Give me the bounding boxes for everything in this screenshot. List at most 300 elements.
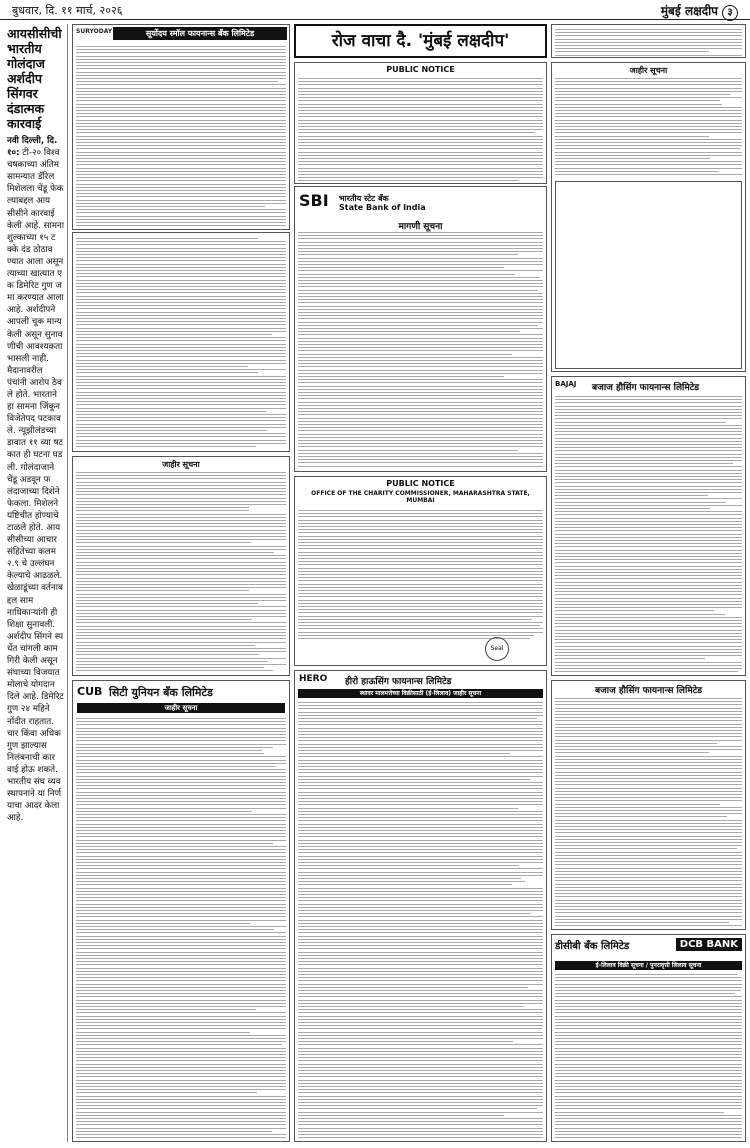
text-line	[298, 1137, 543, 1138]
text-line	[298, 798, 543, 799]
text-line	[298, 609, 543, 610]
text-line	[298, 354, 512, 355]
text-line	[76, 356, 286, 357]
text-line	[76, 264, 286, 265]
text-line	[555, 823, 742, 824]
text-line	[76, 321, 286, 322]
text-line	[76, 196, 286, 197]
text-line	[76, 296, 286, 297]
text-line	[76, 289, 286, 290]
text-line	[76, 1124, 286, 1125]
notice-sbi	[294, 186, 547, 472]
text-line	[76, 1038, 286, 1039]
text-line	[555, 460, 742, 461]
text-line	[298, 462, 543, 463]
text-line	[298, 603, 543, 604]
text-line	[298, 520, 543, 521]
text-line	[298, 414, 543, 415]
text-line	[555, 642, 742, 643]
text-line	[76, 792, 286, 793]
text-line	[76, 875, 286, 876]
text-line	[298, 363, 543, 364]
text-line	[298, 881, 525, 882]
notice-body	[298, 231, 543, 469]
text-line	[76, 952, 286, 953]
text-line	[76, 760, 286, 761]
text-line	[555, 743, 717, 744]
text-line	[76, 446, 256, 447]
text-line	[298, 1054, 543, 1055]
text-line	[555, 48, 742, 49]
text-line	[76, 241, 286, 242]
text-line	[555, 585, 742, 586]
text-line	[298, 1134, 543, 1135]
text-line	[76, 72, 286, 73]
text-line	[555, 168, 742, 169]
text-line	[76, 658, 286, 659]
text-line	[76, 830, 286, 831]
text-line	[298, 852, 543, 853]
text-line	[555, 919, 742, 920]
text-line	[76, 1134, 286, 1135]
text-line	[76, 209, 286, 210]
text-line	[298, 1012, 543, 1013]
text-line	[555, 720, 742, 721]
text-line	[76, 1009, 256, 1010]
text-line	[298, 763, 543, 764]
text-line	[76, 385, 286, 386]
text-line	[76, 152, 286, 153]
text-line	[298, 737, 543, 738]
text-line	[298, 283, 543, 284]
text-line	[298, 277, 540, 278]
text-line	[298, 523, 543, 524]
text-line	[76, 1089, 286, 1090]
text-line	[298, 766, 543, 767]
notice-body	[76, 237, 286, 449]
text-line	[298, 1086, 543, 1087]
text-line	[298, 708, 543, 709]
text-line	[76, 603, 258, 604]
text-line	[298, 1121, 543, 1122]
text-line	[298, 571, 543, 572]
text-line	[298, 466, 543, 467]
text-line	[76, 520, 286, 521]
text-line	[76, 622, 286, 623]
text-line	[298, 180, 519, 181]
text-line	[76, 504, 286, 505]
text-line	[76, 104, 286, 105]
text-line	[298, 139, 543, 140]
text-line	[76, 606, 286, 607]
text-line	[298, 142, 543, 143]
text-line	[555, 1035, 742, 1036]
text-line	[76, 488, 286, 489]
text-line	[555, 1128, 742, 1129]
text-line	[555, 708, 742, 709]
text-line	[298, 868, 543, 869]
text-line	[555, 614, 725, 615]
text-line	[76, 318, 286, 319]
text-line	[555, 479, 742, 480]
text-line	[298, 808, 518, 809]
text-line	[298, 884, 512, 885]
text-line	[298, 382, 543, 383]
text-line	[76, 514, 286, 515]
notice-title: जाहीर सूचना	[162, 460, 200, 469]
text-line	[555, 152, 742, 153]
text-line	[76, 763, 286, 764]
text-line	[76, 744, 286, 745]
text-line	[76, 888, 286, 889]
text-line	[76, 638, 286, 639]
text-line	[298, 942, 543, 943]
text-line	[76, 388, 286, 389]
text-line	[555, 129, 742, 130]
text-line	[555, 864, 742, 865]
text-line	[298, 612, 543, 613]
text-line	[76, 1019, 286, 1020]
text-line	[555, 1099, 742, 1100]
text-line	[298, 370, 543, 371]
notice-cub	[72, 680, 290, 1142]
text-line	[298, 600, 543, 601]
text-line	[555, 139, 742, 140]
text-line	[555, 508, 710, 509]
text-line	[298, 1118, 543, 1119]
sbi-name: भारतीय स्टेट बँक	[339, 194, 389, 203]
text-line	[555, 993, 735, 994]
text-line	[76, 843, 273, 844]
text-line	[76, 568, 286, 569]
text-line	[298, 306, 543, 307]
text-line	[298, 338, 543, 339]
text-line	[555, 730, 742, 731]
text-line	[76, 1028, 286, 1029]
text-line	[555, 990, 741, 991]
article-dateline: नवी दिल्ली, दि. १०:	[7, 136, 58, 159]
text-line	[76, 932, 286, 933]
text-line	[76, 161, 286, 162]
text-line	[298, 769, 543, 770]
cub-logo: CUB	[77, 685, 103, 698]
text-line	[555, 527, 742, 528]
text-line	[76, 923, 251, 924]
text-line	[76, 846, 286, 847]
text-line	[298, 158, 543, 159]
text-line	[298, 593, 543, 594]
text-line	[76, 849, 286, 850]
text-line	[76, 498, 286, 499]
text-line	[555, 1080, 742, 1081]
text-line	[298, 1057, 543, 1058]
notice-bajaj-2	[551, 680, 746, 930]
text-line	[76, 433, 286, 434]
text-line	[555, 887, 742, 888]
text-line	[76, 958, 286, 959]
text-line	[76, 408, 286, 409]
text-line	[555, 399, 742, 400]
text-line	[76, 257, 286, 258]
text-line	[76, 776, 286, 777]
text-line	[555, 1131, 742, 1132]
text-line	[298, 88, 543, 89]
text-line	[298, 1064, 543, 1065]
text-line	[555, 756, 742, 757]
text-line	[298, 1080, 543, 1081]
text-line	[298, 129, 543, 130]
text-line	[298, 402, 543, 403]
text-line	[76, 913, 286, 914]
text-line	[76, 1060, 286, 1061]
text-line	[76, 833, 286, 834]
text-line	[298, 1115, 504, 1116]
text-line	[298, 846, 543, 847]
text-line	[298, 724, 543, 725]
text-line	[76, 904, 286, 905]
text-line	[555, 550, 742, 551]
text-line	[76, 475, 286, 476]
text-line	[555, 104, 722, 105]
text-line	[76, 436, 286, 437]
text-line	[298, 580, 543, 581]
text-line	[555, 569, 742, 570]
text-line	[555, 428, 742, 429]
text-line	[298, 1089, 543, 1090]
news-article	[4, 24, 68, 1142]
text-line	[76, 347, 286, 348]
bajaj-name: बजाज हौसिंग फायनान्स लिमिटेड	[594, 686, 703, 696]
text-line	[76, 324, 286, 325]
text-line	[298, 113, 543, 114]
text-line	[76, 59, 286, 60]
text-line	[298, 830, 543, 831]
text-line	[298, 577, 543, 578]
notice-body	[555, 973, 742, 1139]
text-line	[555, 94, 730, 95]
text-line	[76, 1092, 257, 1093]
text-line	[298, 536, 543, 537]
text-line	[76, 859, 286, 860]
text-line	[298, 97, 543, 98]
text-line	[555, 1032, 742, 1033]
text-line	[76, 485, 286, 486]
text-line	[298, 980, 543, 981]
text-line	[555, 733, 742, 734]
text-line	[298, 1102, 543, 1103]
notice-mr-top	[551, 24, 746, 58]
text-line	[298, 427, 543, 428]
text-line	[298, 389, 543, 390]
text-line	[555, 470, 742, 471]
text-line	[298, 929, 543, 930]
text-line	[76, 654, 259, 655]
text-line	[76, 1102, 286, 1103]
text-line	[76, 88, 286, 89]
text-line	[298, 434, 543, 435]
text-line	[76, 68, 286, 69]
text-line	[76, 546, 286, 547]
text-line	[76, 193, 286, 194]
text-line	[76, 891, 286, 892]
text-line	[76, 494, 286, 495]
text-line	[555, 434, 742, 435]
text-line	[555, 505, 742, 506]
text-line	[76, 884, 286, 885]
text-line	[298, 1067, 543, 1068]
text-line	[555, 791, 742, 792]
sbi-logo: SBI	[299, 191, 329, 210]
text-line	[298, 110, 543, 111]
text-line	[76, 267, 286, 268]
text-line	[298, 840, 543, 841]
text-line	[76, 353, 286, 354]
text-line	[76, 1105, 286, 1106]
text-line	[298, 788, 543, 789]
text-line	[76, 1064, 286, 1065]
text-line	[298, 900, 543, 901]
text-line	[76, 996, 286, 997]
text-line	[76, 1112, 286, 1113]
text-line	[76, 862, 286, 863]
text-line	[555, 765, 742, 766]
text-line	[298, 552, 543, 553]
text-line	[76, 142, 286, 143]
text-line	[76, 382, 286, 383]
text-line	[555, 45, 742, 46]
text-line	[555, 1073, 742, 1074]
text-line	[76, 158, 286, 159]
text-line	[76, 430, 267, 431]
text-line	[298, 968, 543, 969]
text-line	[298, 772, 543, 773]
text-line	[76, 187, 286, 188]
text-line	[298, 267, 504, 268]
text-line	[555, 91, 742, 92]
notice-title: जाहीर सूचना	[77, 703, 285, 713]
text-line	[555, 88, 742, 89]
text-line	[76, 280, 286, 281]
text-line	[76, 337, 286, 338]
text-line	[76, 116, 286, 117]
text-line	[555, 1118, 742, 1119]
text-line	[76, 1076, 286, 1077]
text-line	[298, 948, 543, 949]
text-line	[76, 97, 286, 98]
text-line	[555, 1105, 742, 1106]
text-line	[298, 293, 543, 294]
text-line	[298, 1038, 543, 1039]
text-line	[298, 728, 543, 729]
text-line	[76, 206, 265, 207]
text-line	[298, 290, 538, 291]
text-line	[76, 251, 286, 252]
text-line	[298, 872, 543, 873]
text-line	[76, 148, 286, 149]
text-line	[298, 1092, 543, 1093]
text-line	[76, 62, 286, 63]
text-line	[555, 425, 742, 426]
text-line	[76, 977, 286, 978]
text-line	[298, 740, 543, 741]
notice-body	[76, 45, 286, 227]
text-line	[555, 698, 742, 699]
text-line	[298, 344, 543, 345]
text-line	[76, 872, 286, 873]
text-line	[76, 398, 286, 399]
text-line	[298, 574, 543, 575]
text-line	[76, 49, 286, 50]
text-line	[76, 865, 286, 866]
text-line	[76, 501, 286, 502]
text-line	[76, 302, 286, 303]
text-line	[555, 671, 738, 672]
notice-title: जाहीर सूचना	[629, 66, 668, 75]
text-line	[298, 756, 543, 757]
text-line	[298, 1076, 543, 1077]
text-line	[298, 561, 543, 562]
text-line	[555, 1012, 742, 1013]
text-line	[298, 865, 519, 866]
text-line	[76, 942, 286, 943]
text-line	[555, 1057, 742, 1058]
text-line	[76, 1016, 286, 1017]
text-line	[555, 820, 742, 821]
text-line	[555, 714, 742, 715]
text-line	[76, 635, 286, 636]
text-line	[555, 1009, 742, 1010]
text-line	[555, 813, 742, 814]
text-line	[555, 903, 742, 904]
text-line	[298, 1022, 543, 1023]
text-line	[555, 1124, 742, 1125]
notice-title: मागणी सूचना	[398, 222, 443, 232]
text-line	[555, 142, 742, 143]
text-line	[76, 1083, 286, 1084]
text-line	[555, 759, 742, 760]
notice-title: PUBLIC NOTICE	[386, 479, 455, 488]
text-line	[76, 916, 286, 917]
text-line	[555, 566, 742, 567]
text-line	[76, 878, 286, 879]
cub-name: सिटी युनियन बँक लिमिटेड	[109, 686, 213, 699]
text-line	[76, 139, 286, 140]
text-line	[76, 78, 286, 79]
hero-name: हीरो हाऊसिंग फायनान्स लिमिटेड	[345, 677, 452, 687]
text-line	[555, 55, 742, 56]
text-line	[555, 890, 742, 891]
text-line	[76, 939, 286, 940]
text-line	[298, 1070, 543, 1071]
text-line	[76, 587, 286, 588]
text-line	[76, 648, 286, 649]
notice-charity	[294, 476, 547, 666]
text-line	[555, 896, 742, 897]
text-line	[76, 590, 249, 591]
text-line	[76, 1073, 286, 1074]
text-line	[76, 472, 286, 473]
text-line	[555, 980, 742, 981]
text-line	[76, 136, 286, 137]
text-line	[298, 1128, 543, 1129]
text-line	[298, 731, 543, 732]
text-line	[76, 597, 286, 598]
text-line	[76, 961, 286, 962]
text-line	[555, 530, 742, 531]
text-line	[76, 94, 286, 95]
text-line	[76, 779, 286, 780]
text-line	[298, 824, 543, 825]
